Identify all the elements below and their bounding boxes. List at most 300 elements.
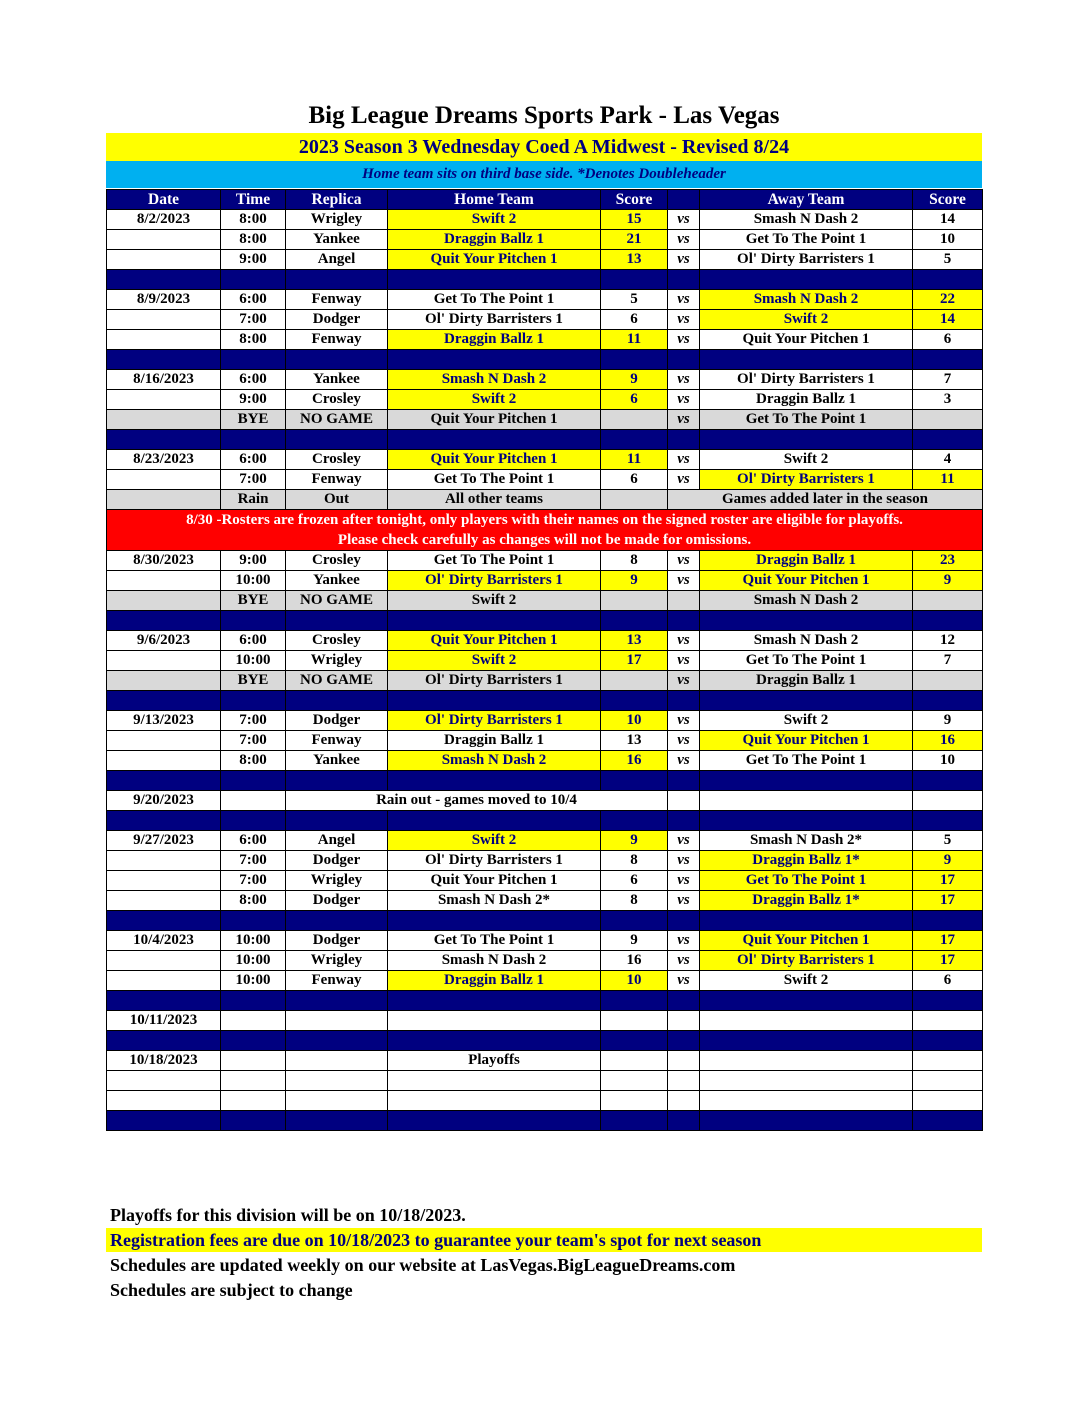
- separator-cell: [107, 911, 221, 931]
- separator-cell: [601, 991, 668, 1011]
- vs-cell: vs: [668, 551, 700, 571]
- vs-cell: vs: [668, 330, 700, 350]
- away-team-cell: Swift 2: [700, 450, 913, 470]
- separator-cell: [107, 771, 221, 791]
- away-score-cell: [913, 410, 983, 430]
- col-header-replica: Replica: [286, 190, 388, 210]
- date-cell: 9/27/2023: [107, 831, 221, 851]
- date-cell: [107, 1091, 221, 1111]
- home-team-cell: Swift 2: [388, 390, 601, 410]
- away-team-cell: Draggin Ballz 1: [700, 551, 913, 571]
- separator-cell: [221, 691, 286, 711]
- home-team-cell: Draggin Ballz 1: [388, 971, 601, 991]
- home-score-cell: [601, 490, 668, 510]
- separator-cell: [913, 771, 983, 791]
- separator-cell: [601, 811, 668, 831]
- away-score-cell: [913, 791, 983, 811]
- time-cell: [221, 1011, 286, 1031]
- separator-cell: [286, 811, 388, 831]
- home-team-cell: Get To The Point 1: [388, 290, 601, 310]
- schedule-body: [107, 210, 983, 1131]
- replica-cell: Fenway: [286, 731, 388, 751]
- away-score-cell: 14: [913, 310, 983, 330]
- away-score-cell: 17: [913, 931, 983, 951]
- separator-cell: [107, 811, 221, 831]
- col-header-date: Date: [107, 190, 221, 210]
- time-cell: 9:00: [221, 551, 286, 571]
- empty-row: [107, 1091, 983, 1111]
- time-cell: 8:00: [221, 751, 286, 771]
- game-row: [107, 891, 983, 911]
- away-score-cell: 9: [913, 571, 983, 591]
- separator-cell: [913, 691, 983, 711]
- away-team-cell: Ol' Dirty Barristers 1: [700, 951, 913, 971]
- home-score-cell: [601, 410, 668, 430]
- home-score-cell: 11: [601, 450, 668, 470]
- separator-cell: [107, 270, 221, 290]
- replica-cell: NO GAME: [286, 591, 388, 611]
- vs-cell: [668, 1091, 700, 1111]
- note-row: [107, 791, 983, 811]
- replica-cell: Fenway: [286, 330, 388, 350]
- separator-cell: [221, 270, 286, 290]
- separator-cell: [221, 911, 286, 931]
- separator-cell: [601, 430, 668, 450]
- date-cell: 9/13/2023: [107, 711, 221, 731]
- separator-cell: [221, 771, 286, 791]
- date-cell: [107, 591, 221, 611]
- separator-cell: [221, 1111, 286, 1131]
- time-cell: 7:00: [221, 871, 286, 891]
- separator-cell: [286, 1111, 388, 1131]
- game-row: [107, 631, 983, 651]
- away-team-cell: Swift 2: [700, 310, 913, 330]
- away-score-cell: 5: [913, 250, 983, 270]
- vs-cell: vs: [668, 871, 700, 891]
- time-cell: [221, 1051, 286, 1071]
- replica-cell: Yankee: [286, 230, 388, 250]
- separator-row: [107, 350, 983, 370]
- away-team-cell: Ol' Dirty Barristers 1: [700, 470, 913, 490]
- separator-cell: [913, 1111, 983, 1131]
- game-row: [107, 711, 983, 731]
- time-cell: 7:00: [221, 731, 286, 751]
- time-cell: 8:00: [221, 330, 286, 350]
- replica-cell: Out: [286, 490, 388, 510]
- home-team-cell: Ol' Dirty Barristers 1: [388, 851, 601, 871]
- separator-row: [107, 270, 983, 290]
- away-score-cell: 11: [913, 470, 983, 490]
- separator-cell: [286, 350, 388, 370]
- date-cell: 9/20/2023: [107, 791, 221, 811]
- home-team-cell: Playoffs: [388, 1051, 601, 1071]
- date-cell: 8/2/2023: [107, 210, 221, 230]
- vs-cell: vs: [668, 671, 700, 691]
- separator-cell: [700, 430, 913, 450]
- empty-row: [107, 1011, 983, 1031]
- home-team-cell: Get To The Point 1: [388, 470, 601, 490]
- away-score-cell: [913, 1051, 983, 1071]
- home-team-cell: Ol' Dirty Barristers 1: [388, 711, 601, 731]
- vs-cell: vs: [668, 891, 700, 911]
- game-row: [107, 470, 983, 490]
- date-cell: 10/4/2023: [107, 931, 221, 951]
- home-score-cell: 13: [601, 631, 668, 651]
- separator-row: [107, 991, 983, 1011]
- time-cell: 7:00: [221, 851, 286, 871]
- away-team-cell: Swift 2: [700, 971, 913, 991]
- replica-cell: Wrigley: [286, 951, 388, 971]
- game-row: [107, 250, 983, 270]
- separator-cell: [700, 350, 913, 370]
- separator-cell: [388, 350, 601, 370]
- time-cell: [221, 1091, 286, 1111]
- date-cell: 8/23/2023: [107, 450, 221, 470]
- separator-cell: [700, 611, 913, 631]
- date-cell: [107, 490, 221, 510]
- separator-cell: [700, 1031, 913, 1051]
- home-score-cell: 11: [601, 330, 668, 350]
- vs-cell: [668, 1071, 700, 1091]
- separator-cell: [601, 1111, 668, 1131]
- away-score-cell: 7: [913, 651, 983, 671]
- time-cell: [221, 791, 286, 811]
- replica-cell: Angel: [286, 831, 388, 851]
- home-score-cell: 6: [601, 310, 668, 330]
- separator-cell: [913, 270, 983, 290]
- away-team-cell: Draggin Ballz 1: [700, 390, 913, 410]
- time-cell: 7:00: [221, 310, 286, 330]
- home-score-cell: [601, 1051, 668, 1071]
- rain-out-row: [107, 490, 983, 510]
- vs-cell: vs: [668, 450, 700, 470]
- replica-cell: Crosley: [286, 551, 388, 571]
- separator-cell: [107, 991, 221, 1011]
- vs-cell: vs: [668, 631, 700, 651]
- time-cell: 10:00: [221, 971, 286, 991]
- date-cell: [107, 330, 221, 350]
- separator-cell: [221, 811, 286, 831]
- roster-freeze-banner: [107, 510, 983, 551]
- roster-freeze-notice: [107, 510, 983, 551]
- separator-cell: [913, 1031, 983, 1051]
- home-team-cell: Get To The Point 1: [388, 551, 601, 571]
- vs-cell: vs: [668, 470, 700, 490]
- separator-row: [107, 691, 983, 711]
- date-cell: [107, 851, 221, 871]
- home-team-cell: Draggin Ballz 1: [388, 330, 601, 350]
- date-cell: [107, 951, 221, 971]
- vs-cell: [668, 591, 700, 611]
- date-cell: [107, 671, 221, 691]
- time-cell: 6:00: [221, 290, 286, 310]
- home-score-cell: 8: [601, 891, 668, 911]
- away-team-cell: [700, 1051, 913, 1071]
- time-cell: 6:00: [221, 831, 286, 851]
- vs-cell: vs: [668, 390, 700, 410]
- separator-cell: [668, 611, 700, 631]
- replica-cell: Yankee: [286, 751, 388, 771]
- separator-cell: [388, 771, 601, 791]
- col-header-home-team: Home Team: [388, 190, 601, 210]
- date-cell: [107, 651, 221, 671]
- replica-cell: NO GAME: [286, 410, 388, 430]
- separator-cell: [668, 691, 700, 711]
- away-team-cell: Get To The Point 1: [700, 651, 913, 671]
- home-score-cell: 6: [601, 470, 668, 490]
- date-cell: [107, 230, 221, 250]
- separator-cell: [107, 1111, 221, 1131]
- separator-cell: [913, 991, 983, 1011]
- date-cell: 10/11/2023: [107, 1011, 221, 1031]
- date-cell: 8/9/2023: [107, 290, 221, 310]
- separator-row: [107, 611, 983, 631]
- home-team-cell: Smash N Dash 2*: [388, 891, 601, 911]
- away-team-cell: Get To The Point 1: [700, 871, 913, 891]
- home-team-cell: Quit Your Pitchen 1: [388, 450, 601, 470]
- separator-cell: [700, 811, 913, 831]
- footer-change-note: Schedules are subject to change: [110, 1280, 353, 1300]
- date-cell: [107, 751, 221, 771]
- separator-cell: [700, 270, 913, 290]
- vs-cell: vs: [668, 971, 700, 991]
- separator-cell: [388, 991, 601, 1011]
- away-score-cell: 17: [913, 951, 983, 971]
- separator-cell: [286, 1031, 388, 1051]
- replica-cell: Yankee: [286, 571, 388, 591]
- game-row: [107, 731, 983, 751]
- vs-cell: vs: [668, 310, 700, 330]
- separator-cell: [601, 350, 668, 370]
- replica-cell: Dodger: [286, 931, 388, 951]
- game-row: [107, 370, 983, 390]
- away-team-cell: Draggin Ballz 1: [700, 671, 913, 691]
- separator-cell: [286, 771, 388, 791]
- away-score-cell: 17: [913, 871, 983, 891]
- home-team-cell: Ol' Dirty Barristers 1: [388, 671, 601, 691]
- separator-cell: [388, 691, 601, 711]
- date-cell: 9/6/2023: [107, 631, 221, 651]
- vs-cell: vs: [668, 410, 700, 430]
- replica-cell: Dodger: [286, 851, 388, 871]
- time-cell: Rain: [221, 490, 286, 510]
- col-header-vs: [668, 190, 700, 210]
- time-cell: 6:00: [221, 450, 286, 470]
- date-cell: [107, 410, 221, 430]
- separator-cell: [221, 350, 286, 370]
- time-cell: [221, 1071, 286, 1091]
- vs-cell: vs: [668, 651, 700, 671]
- game-row: [107, 651, 983, 671]
- away-team-cell: Games added later in the season: [668, 490, 983, 510]
- separator-cell: [601, 771, 668, 791]
- vs-cell: vs: [668, 951, 700, 971]
- away-team-cell: Get To The Point 1: [700, 410, 913, 430]
- separator-cell: [700, 1111, 913, 1131]
- away-team-cell: Quit Your Pitchen 1: [700, 330, 913, 350]
- away-score-cell: 10: [913, 230, 983, 250]
- date-cell: 8/16/2023: [107, 370, 221, 390]
- vs-cell: vs: [668, 751, 700, 771]
- away-team-cell: Smash N Dash 2: [700, 631, 913, 651]
- away-score-cell: 22: [913, 290, 983, 310]
- separator-cell: [668, 991, 700, 1011]
- replica-cell: Dodger: [286, 891, 388, 911]
- away-team-cell: Ol' Dirty Barristers 1: [700, 370, 913, 390]
- separator-cell: [286, 991, 388, 1011]
- home-team-cell: Get To The Point 1: [388, 931, 601, 951]
- separator-cell: [668, 350, 700, 370]
- separator-row: [107, 1031, 983, 1051]
- separator-cell: [913, 350, 983, 370]
- vs-cell: vs: [668, 210, 700, 230]
- col-header-away-score: Score: [913, 190, 983, 210]
- game-row: [107, 230, 983, 250]
- home-score-cell: 9: [601, 931, 668, 951]
- time-cell: BYE: [221, 591, 286, 611]
- vs-cell: vs: [668, 711, 700, 731]
- home-team-cell: Quit Your Pitchen 1: [388, 631, 601, 651]
- game-row: [107, 210, 983, 230]
- away-team-cell: Smash N Dash 2: [700, 210, 913, 230]
- separator-cell: [913, 811, 983, 831]
- replica-cell: Wrigley: [286, 210, 388, 230]
- game-row: [107, 871, 983, 891]
- away-team-cell: Swift 2: [700, 711, 913, 731]
- home-team-cell: Ol' Dirty Barristers 1: [388, 571, 601, 591]
- home-team-cell: Quit Your Pitchen 1: [388, 250, 601, 270]
- home-score-cell: 16: [601, 951, 668, 971]
- time-cell: 8:00: [221, 210, 286, 230]
- separator-cell: [668, 911, 700, 931]
- time-cell: 10:00: [221, 651, 286, 671]
- footer-playoffs-note: Playoffs for this division will be on 10/18/2023.: [110, 1205, 466, 1225]
- separator-cell: [700, 771, 913, 791]
- replica-cell: [286, 1071, 388, 1091]
- game-row: [107, 330, 983, 350]
- home-team-cell: Quit Your Pitchen 1: [388, 871, 601, 891]
- separator-cell: [913, 430, 983, 450]
- bye-row: [107, 591, 983, 611]
- replica-cell: Angel: [286, 250, 388, 270]
- replica-cell: Wrigley: [286, 871, 388, 891]
- separator-row: [107, 430, 983, 450]
- date-cell: [107, 250, 221, 270]
- separator-row: [107, 911, 983, 931]
- away-score-cell: 4: [913, 450, 983, 470]
- home-score-cell: 16: [601, 751, 668, 771]
- game-row: [107, 571, 983, 591]
- home-team-cell: [388, 1011, 601, 1031]
- separator-cell: [388, 430, 601, 450]
- date-cell: [107, 731, 221, 751]
- separator-cell: [913, 911, 983, 931]
- away-score-cell: 9: [913, 711, 983, 731]
- game-row: [107, 310, 983, 330]
- home-team-note: Home team sits on third base side. *Denotes Doubleheader: [106, 161, 982, 188]
- game-row: [107, 851, 983, 871]
- away-score-cell: [913, 671, 983, 691]
- away-team-cell: Smash N Dash 2*: [700, 831, 913, 851]
- date-cell: [107, 971, 221, 991]
- home-score-cell: 13: [601, 250, 668, 270]
- home-score-cell: 21: [601, 230, 668, 250]
- separator-cell: [107, 691, 221, 711]
- vs-cell: vs: [668, 571, 700, 591]
- replica-cell: Fenway: [286, 290, 388, 310]
- home-team-cell: All other teams: [388, 490, 601, 510]
- separator-cell: [286, 270, 388, 290]
- home-score-cell: [601, 1091, 668, 1111]
- vs-cell: [668, 791, 700, 811]
- separator-cell: [107, 611, 221, 631]
- away-score-cell: [913, 1091, 983, 1111]
- separator-cell: [107, 350, 221, 370]
- home-score-cell: 8: [601, 851, 668, 871]
- separator-cell: [668, 811, 700, 831]
- separator-cell: [221, 1031, 286, 1051]
- away-team-cell: [700, 1091, 913, 1111]
- separator-cell: [388, 1111, 601, 1131]
- time-cell: 10:00: [221, 571, 286, 591]
- away-team-cell: Ol' Dirty Barristers 1: [700, 250, 913, 270]
- home-team-cell: Quit Your Pitchen 1: [388, 410, 601, 430]
- replica-cell: [286, 1011, 388, 1031]
- replica-cell: [286, 1051, 388, 1071]
- vs-cell: vs: [668, 370, 700, 390]
- away-team-cell: Get To The Point 1: [700, 230, 913, 250]
- home-team-cell: Draggin Ballz 1: [388, 230, 601, 250]
- date-cell: 8/30/2023: [107, 551, 221, 571]
- away-score-cell: 10: [913, 751, 983, 771]
- time-cell: 10:00: [221, 931, 286, 951]
- separator-row: [107, 771, 983, 791]
- away-score-cell: 12: [913, 631, 983, 651]
- replica-cell: Yankee: [286, 370, 388, 390]
- vs-cell: vs: [668, 250, 700, 270]
- vs-cell: vs: [668, 731, 700, 751]
- away-team-cell: Smash N Dash 2: [700, 591, 913, 611]
- away-score-cell: [913, 1071, 983, 1091]
- date-cell: [107, 571, 221, 591]
- separator-cell: [286, 911, 388, 931]
- away-score-cell: 6: [913, 971, 983, 991]
- home-score-cell: [601, 591, 668, 611]
- replica-cell: Wrigley: [286, 651, 388, 671]
- home-score-cell: 9: [601, 571, 668, 591]
- home-team-cell: Smash N Dash 2: [388, 751, 601, 771]
- home-score-cell: [601, 671, 668, 691]
- home-team-cell: Ol' Dirty Barristers 1: [388, 310, 601, 330]
- game-row: [107, 971, 983, 991]
- separator-cell: [700, 691, 913, 711]
- separator-cell: [221, 430, 286, 450]
- separator-cell: [286, 611, 388, 631]
- separator-cell: [601, 911, 668, 931]
- separator-cell: [388, 911, 601, 931]
- date-cell: [107, 310, 221, 330]
- separator-cell: [221, 611, 286, 631]
- away-team-cell: [700, 1071, 913, 1091]
- time-cell: 10:00: [221, 951, 286, 971]
- bye-row: [107, 671, 983, 691]
- date-cell: [107, 891, 221, 911]
- game-row: [107, 450, 983, 470]
- separator-cell: [601, 611, 668, 631]
- replica-cell: Dodger: [286, 310, 388, 330]
- empty-row: [107, 1051, 983, 1071]
- vs-cell: vs: [668, 831, 700, 851]
